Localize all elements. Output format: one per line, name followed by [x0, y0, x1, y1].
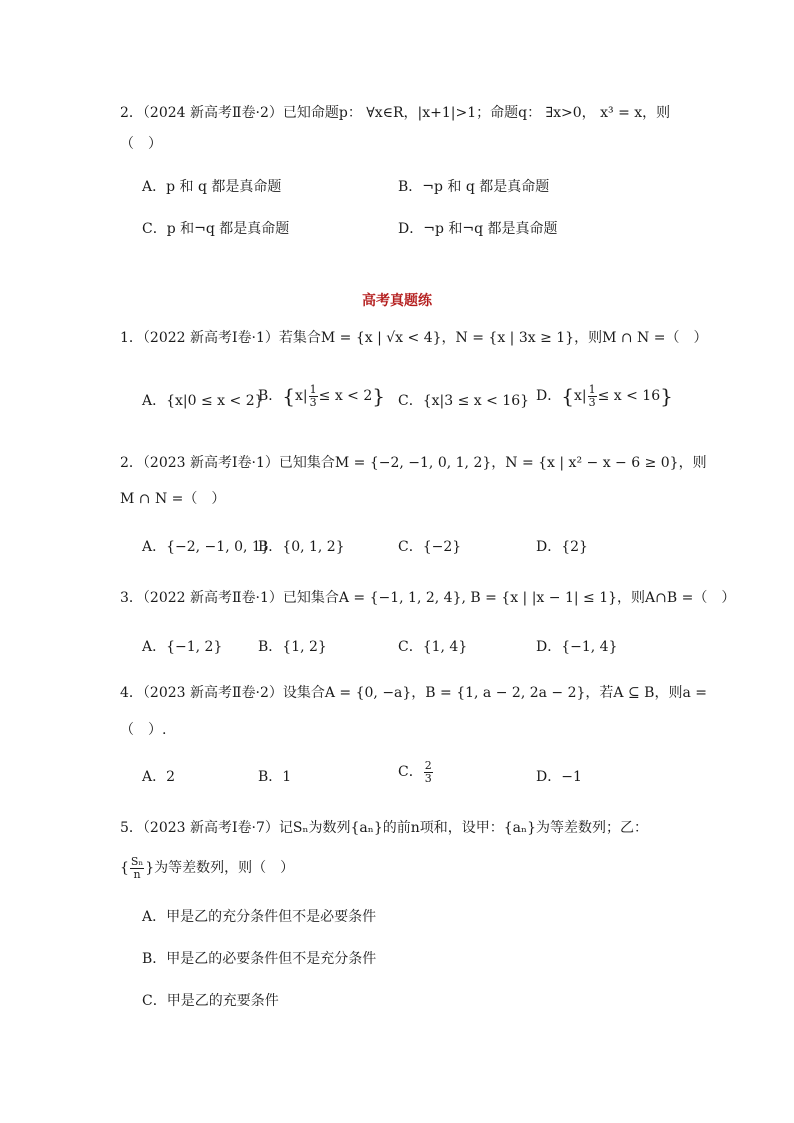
q2-option-b: B．{0, 1, 2}: [258, 539, 345, 555]
q1-option-a: A．{x|0 ≤ x < 2}: [142, 393, 264, 409]
fraction-numerator: 2: [424, 759, 432, 772]
q5-option-a: A．甲是乙的充分条件但不是必要条件: [142, 909, 377, 925]
fraction-denominator: 3: [309, 395, 317, 409]
right-brace: }: [660, 384, 673, 409]
q4-stem: 4．（2023 新高考Ⅱ卷·2）设集合A = {0, −a}，B = {1, a − 2, 2a − 2}，若A ⊆ B，则a =: [120, 685, 707, 701]
q5-stem-line2: [120, 856, 294, 880]
q4-option-c-fraction: [424, 760, 433, 784]
prev-q2-option-d: D．¬p 和¬q 都是真命题: [398, 221, 558, 237]
q1-mid: ，: [441, 330, 456, 346]
q4-option-c: [398, 760, 434, 784]
fraction-numerator: Sₙ: [130, 855, 144, 868]
q1-option-d: D．{x| $\frac{1}{3}$ ≤ x < 16}: [536, 383, 673, 409]
fraction-denominator: 3: [424, 771, 432, 785]
left-brace: {: [282, 384, 296, 409]
q1-option-b-fraction: [309, 384, 318, 408]
left-brace: {: [561, 384, 574, 409]
q1-option-d-rest: ≤ x < 16: [597, 388, 661, 405]
right-brace: }: [372, 384, 386, 409]
q2-option-a: A．{−2, −1, 0, 1}: [142, 539, 270, 555]
q1-suffix: ，则M ∩ N =（ ）: [574, 330, 708, 346]
q5-option-c: C．甲是乙的充要条件: [142, 993, 279, 1009]
q3-option-c: C．{1, 4}: [398, 639, 468, 655]
q1-option-c: C．{x|3 ≤ x < 16}: [398, 393, 530, 409]
q5-stem: 5．（2023 新高考Ⅰ卷·7）记Sₙ为数列{aₙ}的前n项和，设甲：{aₙ}为等差数列；乙：: [120, 820, 648, 836]
prev-q2-paren: （ ）: [120, 136, 162, 152]
q1-set-n: N = {x | 3x ≥ 1}: [455, 330, 575, 346]
prev-q2-option-a: A．p 和 q 都是真命题: [142, 179, 282, 195]
prev-q2-option-b: B．¬p 和 q 都是真命题: [398, 179, 550, 195]
q1-option-d-label: D．: [536, 388, 562, 405]
q1-option-b-label: B．: [258, 388, 283, 405]
q3-option-d: D．{−1, 4}: [536, 639, 618, 655]
q1-option-d-fraction: [588, 384, 597, 408]
q1-set-m: M = {x | √x < 4}: [320, 330, 442, 346]
q4-stem-line2: （ ）.: [120, 722, 167, 738]
q5-stem-rest: }为等差数列，则（ ）: [145, 860, 295, 877]
q2-stem-line2: M ∩ N =（ ）: [120, 491, 226, 507]
q4-option-a: A．2: [142, 769, 176, 785]
q5-option-b: B．甲是乙的必要条件但不是充分条件: [142, 951, 377, 967]
q1-stem: [120, 327, 708, 347]
q5-fraction: [130, 856, 144, 880]
fraction-denominator: 3: [588, 395, 596, 409]
q4-option-b: B．1: [258, 769, 292, 785]
q2-option-d: D．{2}: [536, 539, 588, 555]
q1-prefix: 1．（2022 新高考Ⅰ卷·1）若集合: [120, 330, 321, 346]
section-title: 高考真题练: [362, 293, 432, 309]
q2-stem: 2．（2023 新高考Ⅰ卷·1）已知集合M = {−2, −1, 0, 1, 2}，N = {x | x² − x − 6 ≥ 0}，则: [120, 455, 707, 471]
q5-open-brace: {: [120, 860, 129, 877]
prev-q2-stem: 2．（2024 新高考Ⅱ卷·2）已知命题p： ∀x∈R，|x+1|>1；命题q： ∃x>0， x³ = x，则: [120, 105, 671, 121]
prev-q2-option-c: C．p 和¬q 都是真命题: [142, 221, 290, 237]
q2-option-c: C．{−2}: [398, 539, 462, 555]
q3-option-b: B．{1, 2}: [258, 639, 327, 655]
q4-option-c-label: C．: [398, 764, 423, 781]
q3-option-a: A．{−1, 2}: [142, 639, 223, 655]
q3-stem: 3．（2022 新高考Ⅱ卷·1）已知集合A = {−1, 1, 2, 4}, B = {x | |x − 1| ≤ 1}，则A∩B =（ ）: [120, 590, 736, 606]
fraction-denominator: n: [133, 867, 141, 881]
q1-option-b-rest: ≤ x < 2: [318, 388, 373, 405]
fraction-numerator: 1: [309, 383, 317, 396]
q4-option-d: D．−1: [536, 769, 582, 785]
fraction-numerator: 1: [588, 383, 596, 396]
q1-option-b: B．{x| $\frac{1}{3}$ ≤ x < 2}: [258, 383, 386, 409]
